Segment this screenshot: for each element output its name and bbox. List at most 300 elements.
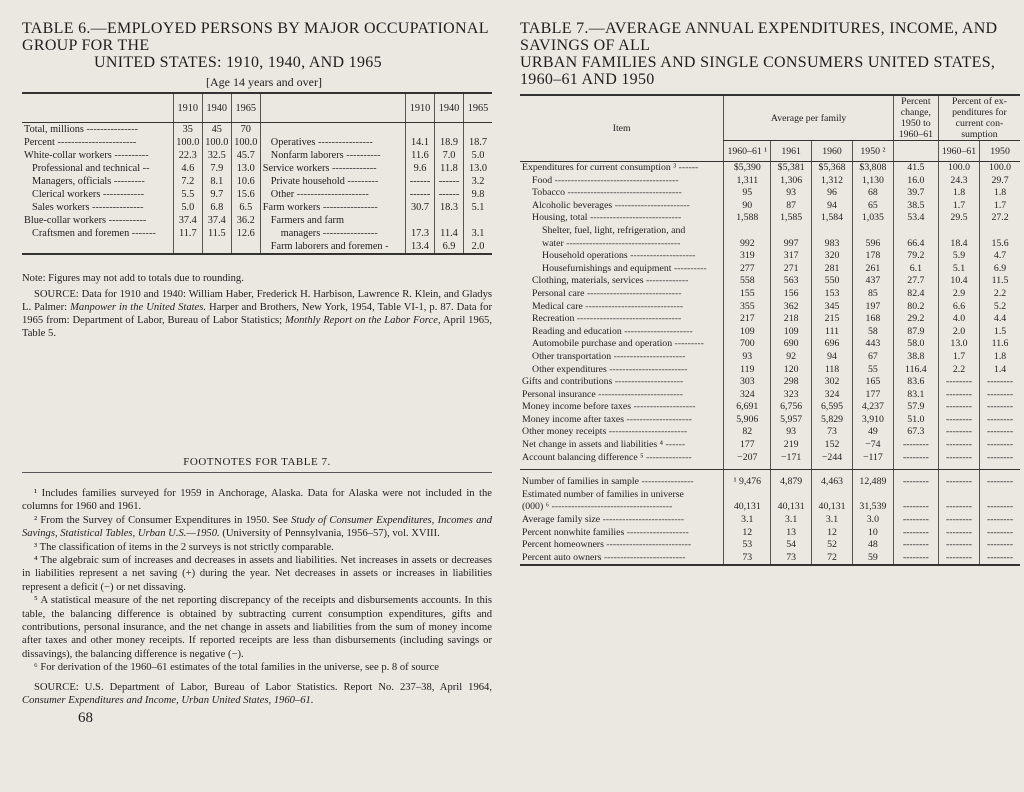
table7-cell: -------- [893,501,938,514]
table6-col-year: 1910 [173,93,202,123]
table6-row-label: Other --------------------- [260,188,405,201]
table7-cell: 345 [812,301,853,314]
table7-cell: 72 [812,552,853,566]
table6-row [22,136,492,149]
table6-col-year: 1940 [202,93,231,123]
leader-dots: ----------------------- [612,199,690,211]
table7-cell: 1,311 [724,175,771,188]
table6-cell: 13.0 [464,162,493,175]
table6-row-label: Percent ----------------------- [24,137,137,148]
table7-cell: 54 [771,539,812,552]
table7-row-label: Average family size ------------------------- [522,514,685,526]
table6-header-row [22,93,492,123]
table7-cell: 53.4 [893,212,938,225]
table7-cell: 4.0 [938,313,979,326]
table6-title [22,20,506,71]
table7-cell [771,225,812,238]
table7-row [520,313,1020,326]
leader-dots: --------- [672,338,704,350]
table6-subtitle: [Age 14 years and over] [206,75,322,89]
table6-cell: 7.0 [435,149,464,162]
leader-dots: -------------- [643,451,692,463]
table7-row-label: Percent homeowners -------------------------- [522,539,692,551]
table7-cell: 983 [812,238,853,251]
table6-cell: 18.3 [435,201,464,214]
table7-cell: 83.1 [893,389,938,402]
table7-row [520,401,1020,414]
table7-cell: 197 [852,301,893,314]
table7-cell: -------- [980,426,1020,439]
leader-dots: ----------- [106,215,147,226]
table7-row-label: Estimated number of families in universe [522,488,684,500]
table6-cell: 70 [231,123,260,137]
source-text-3: April 1965, Table 5. [22,315,492,339]
table7-row-label: water ----------------------------------- [542,237,681,249]
leader-dots: ------------- [643,275,689,287]
table7-cell: -------- [938,552,979,566]
table7-cell: 261 [852,263,893,276]
table7-cell: 992 [724,238,771,251]
table6-col-year: 1940 [435,93,464,123]
table7-row [520,514,1020,527]
table6-cell: 6.8 [202,201,231,214]
table7-row-label: Expenditures for current consumption ³ ------ [522,162,699,173]
table7-cell: 155 [724,288,771,301]
table7-cell: 215 [812,313,853,326]
table7-cell: 317 [771,250,812,263]
table7-cell: 3,910 [852,414,893,427]
table7-cell: -------- [980,376,1020,389]
table6-cell [464,123,493,137]
table7-cell: 320 [812,250,853,263]
table7-cell: 6.9 [980,263,1020,276]
table7-cell: -------- [893,527,938,540]
table7-cell: 218 [771,313,812,326]
table7-row [520,238,1020,251]
table7-cell: 48 [852,539,893,552]
table6-cell: 37.4 [173,214,202,227]
table7-cell: -------- [980,552,1020,566]
table7-cell: 59 [852,552,893,566]
table7-row [520,527,1020,540]
table7-cell: 324 [724,389,771,402]
table6-cell: ------ [435,188,464,201]
table7-cell [724,489,771,502]
table7-cell [812,225,853,238]
table7-cell: 6,595 [812,401,853,414]
table7-cell: 12 [812,527,853,540]
table6-row-label [22,240,173,254]
table7-col-header [893,141,938,162]
table7-cell: 73 [724,552,771,566]
table7 [520,94,1020,566]
leader-dots: ---------- [111,150,149,161]
table7-cell: -------- [938,514,979,527]
table6-cell: ------ [435,175,464,188]
table7-cell: 66.4 [893,238,938,251]
leader-dots: -------------------------------- [574,313,682,325]
table7-row-label: Gifts and contributions --------------------- [522,376,684,388]
table6-col-year: 1965 [231,93,260,123]
table7-cell: 1,130 [852,175,893,188]
leader-dots: ------- [129,228,156,239]
table7-cell: 219 [771,439,812,452]
leader-dots: ---------- [671,262,707,274]
table7-row-label: Number of families in sample ---------------- [522,476,694,488]
leader-dots: ----------------------- [54,137,137,148]
table6-cell: 30.7 [406,201,435,214]
table7-cell: 4,237 [852,401,893,414]
table7-row [520,338,1020,351]
leader-dots: ------ [676,162,699,173]
table7-cell: 12,489 [852,476,893,489]
table6-row-label: Clerical workers ------------ [32,189,145,200]
table7-cell [724,225,771,238]
leader-dots: --------------- [89,202,144,213]
table7-row-label: Money income after taxes -------------------- [522,413,692,425]
table7-cell: 1.8 [938,187,979,200]
table7-cell: 49 [852,426,893,439]
table7-cell: 83.6 [893,376,938,389]
table6-cell: 100.0 [231,136,260,149]
leader-dots: ------------------------- [601,551,686,563]
table7-row-label: Recreation -------------------------------- [532,313,682,325]
table7-cell: 1.8 [980,187,1020,200]
table7-row-label: Housefurnishings and equipment ---------- [542,262,707,274]
header-percent-of: Percent of ex-penditures for current con-sumption [938,95,1020,141]
table7-cell: 156 [771,288,812,301]
leader-dots: ------------------------ [606,426,688,438]
table7-cell: 67.3 [893,426,938,439]
table7-cell: -------- [938,439,979,452]
leader-dots: - [382,241,389,252]
table6-col-year: 1965 [464,93,493,123]
table7-cell: 1.8 [980,351,1020,364]
leader-dots: ------------ [100,189,145,200]
table6-cell: 17.3 [406,227,435,240]
table7-cell: 1.7 [938,200,979,213]
table6-cell: 6.9 [435,240,464,254]
table6-row-label: Craftsmen and foremen ------- [32,228,156,239]
footnotes-title: FOOTNOTES FOR TABLE 7. [22,456,492,473]
table7-cell: 41.5 [893,162,938,175]
table7-cell: 700 [724,338,771,351]
table7-cell: 38.5 [893,200,938,213]
leader-dots: -------------------- [627,250,696,262]
table7-cell: -------- [980,439,1020,452]
table7-cell: 1,584 [812,212,853,225]
table7-cell: 40,131 [812,501,853,514]
table6-cell: 9.8 [464,188,493,201]
table7-cell: 1,312 [812,175,853,188]
left-page [0,0,506,792]
table7-row [520,225,1020,238]
table7-cell: 6.1 [893,263,938,276]
table7-cell: 997 [771,238,812,251]
table7-row [520,250,1020,263]
table7-cell: -------- [980,476,1020,489]
table7-cell: -------- [938,501,979,514]
table7-cell: 2.2 [980,288,1020,301]
table7-row-label: Tobacco ----------------------------------- [532,187,682,199]
table7-cell: $5,368 [812,162,853,175]
table7-cell [893,225,938,238]
table6-cell: ------ [406,188,435,201]
table6-row [22,149,492,162]
table7-cell: -------- [893,476,938,489]
table7-row [520,476,1020,489]
leader-dots: -------------------- [624,413,692,425]
table7-cell [812,489,853,502]
table7-cell: -------- [938,527,979,540]
table6-cell: 5.0 [464,149,493,162]
table6-cell: 45 [202,123,231,137]
table6-cell [202,240,231,254]
source-italic-2: Monthly Report on the Labor Force, [285,315,441,326]
table7-cell: 10 [852,527,893,540]
table7-row-label: Shelter, fuel, light, refrigeration, and [542,224,686,236]
table7-cell: 298 [771,376,812,389]
leader-dots: -------------------------- [595,388,684,400]
table7-cell: 55 [852,364,893,377]
table6-cell: 7.2 [173,175,202,188]
table6-col-label-right [260,93,405,123]
table7-cell: 153 [812,288,853,301]
table7-cell: 596 [852,238,893,251]
table7-row [520,539,1020,552]
table6-cell: 14.1 [406,136,435,149]
leader-dots: ---------------- [639,476,694,488]
table7-cell: 5,957 [771,414,812,427]
table7-cell: 563 [771,275,812,288]
table6-row-label: Nonfarm laborers ---------- [260,149,405,162]
footnote-1: ¹ Includes families surveyed for 1959 in Anchorage, Alaska. Data for Alaska were not included in the columns for 1960 and 1961. [22,488,492,513]
table7-cell: 2.9 [938,288,979,301]
table7-cell: 29.5 [938,212,979,225]
table6-cell: 12.6 [231,227,260,240]
leader-dots: -------------------------- [603,539,692,551]
table7-row-label: Money income before taxes ------------------- [522,401,696,413]
table7-cell: 38.8 [893,351,938,364]
table6-cell: 37.4 [202,214,231,227]
table7-cell: 4,463 [812,476,853,489]
table7-cell: 302 [812,376,853,389]
table7-cell: -------- [893,439,938,452]
table7-cell: 109 [724,326,771,339]
table7-cell: 1.7 [938,351,979,364]
footnote-4: ⁴ The algebraic sum of increases and decreases in assets and liabilities. Net increases in assets or decreases in liabilities represent a net saving (+) during the year. Net decreases in assets or increases in liabilities represent a deficit (−) or net dissaving. [22,555,492,593]
table6-cell: 45.7 [231,149,260,162]
table6-cell: 13.0 [231,162,260,175]
table6-cell: 11.6 [406,149,435,162]
table7-cell: 87.9 [893,326,938,339]
table7-cell: $5,390 [724,162,771,175]
table6-cell: 35 [173,123,202,137]
table7-cell: 3.0 [852,514,893,527]
source-text-2: Harper and Brothers, New York, 1954, Table VI-1, p. 87. Data for 1965 from: Department of Labor, Bureau of Labor Statistics; [22,302,492,326]
table6-row-label: Farmers and farm [260,214,405,227]
table7-cell: 6,756 [771,401,812,414]
table6-cell: 18.9 [435,136,464,149]
table7-row-label: Personal care ----------------------------- [532,287,682,299]
table7-cell: -------- [938,389,979,402]
table6-cell: 18.7 [464,136,493,149]
table7-cell: 120 [771,364,812,377]
table7-cell: 100.0 [980,162,1020,175]
table7-cell: 443 [852,338,893,351]
leader-dots: ---------- [343,150,381,161]
table7-cell: 277 [724,263,771,276]
table7-row-label: Other expenditures ------------------------ [532,363,688,375]
table6-col-label-left [22,93,173,123]
table7-row-label: Food -------------------------------------- [532,174,679,186]
header-average: Average per family [724,95,893,141]
table7-cell: 4,879 [771,476,812,489]
table6-row-label: Operatives ---------------- [260,136,405,149]
table7-row-label: (000) ⁶ ------------------------------------- [522,501,673,513]
table7-cell [893,489,938,502]
table6-cell [435,123,464,137]
page-number: 68 [78,710,93,726]
leader-dots: --------------------- [612,376,684,388]
table7-cell: 319 [724,250,771,263]
leader-dots: ------------------------------ [582,300,684,312]
table6-row-label: Sales workers --------------- [32,202,144,213]
table7-cell: 271 [771,263,812,276]
table7-cell: -------- [938,414,979,427]
table6-cell: 6.5 [231,201,260,214]
table7-cell: 16.0 [893,175,938,188]
table7-cell: 109 [771,326,812,339]
table6-title-line2: UNITED STATES: 1910, 1940, AND 1965 [94,54,382,71]
table7-cell: 39.7 [893,187,938,200]
table6-cell: 7.9 [202,162,231,175]
table7-cell: 5.2 [980,301,1020,314]
table6-row-label: Blue-collar workers ----------- [24,215,147,226]
table7-cell: 67 [852,351,893,364]
table7-cell: 178 [852,250,893,263]
leader-dots: --------- [344,176,379,187]
table7-cell: 94 [812,351,853,364]
table7-cell: 85 [852,288,893,301]
table7-cell: 281 [812,263,853,276]
table7-cell: 437 [852,275,893,288]
table7-cell: 1,306 [771,175,812,188]
table6-cell: 2.0 [464,240,493,254]
table7-col-header: 1960–61 [938,141,979,162]
table7-cell: -------- [893,539,938,552]
table7-row [520,175,1020,188]
leader-dots: ------------- [329,163,377,174]
table6-cell: 5.1 [464,201,493,214]
table7-cell: 5,906 [724,414,771,427]
table7-cell: 1,585 [771,212,812,225]
table7-cell: 324 [812,389,853,402]
table7-row [520,200,1020,213]
table7-cell: -------- [893,552,938,566]
table7-cell: 119 [724,364,771,377]
table7-row [520,301,1020,314]
table7-col-header: 1960–61 ¹ [724,141,771,162]
table7-row [520,439,1020,452]
table7-col-header: 1950 [980,141,1020,162]
table6-row-label: Total, millions --------------- [24,124,138,135]
table6-cell: 8.1 [202,175,231,188]
table6-cell: 100.0 [173,136,202,149]
table6-cell [406,214,435,227]
table7-row-label: Percent auto owners ------------------------- [520,552,724,566]
table7-cell: 29.7 [980,175,1020,188]
table7-cell: -------- [893,514,938,527]
table7-cell [771,489,812,502]
table7-cell: 177 [724,439,771,452]
table7-cell: 27.2 [980,212,1020,225]
table6-source [22,288,492,340]
table7-row [520,501,1020,514]
table7-cell: 13.0 [938,338,979,351]
table7-col-header: 1961 [771,141,812,162]
table6-row-label: managers ---------------- [260,227,405,240]
table7-cell: 168 [852,313,893,326]
table7-cell: 690 [771,338,812,351]
table6-row-label: Managers, officials --------- [32,176,145,187]
footnote-source [22,681,492,708]
leader-dots: ------------------------- [600,514,685,526]
table7-cell: 96 [812,187,853,200]
table7-cell: −74 [852,439,893,452]
source-italic-1: Manpower in the United States. [70,302,207,313]
table7-cell: 3.1 [771,514,812,527]
footnote-5: ⁵ A statistical measure of the net reporting discrepancy of the receipts and disbursements accounts. In this table, the balancing difference is obtained by subtracting current consumption expenditures, gifts and contributions, personal insurance, and the net change in assets and liabilities from the sum of money income after taxes and other money receipts. If reported receipts are less than disbursements (including savings or dissavings), the balancing difference is negative (−). [22,595,492,660]
footnote-2-text-a: ² From the Survey of Consumer Expenditures in 1950. See [34,514,292,526]
table6-cell [406,123,435,137]
leader-dots: ------ [663,439,686,451]
leader-dots: ------------------------------------- [549,501,673,513]
table6-cell: ------ [406,175,435,188]
header-percent-change: Percent change, 1950 to 1960–61 [893,95,938,141]
table6-row-label: Farm workers ---------------- [260,201,405,214]
footnote-6: ⁶ For derivation of the 1960–61 estimates of the total families in the universe, see p. 8 of source [34,662,439,674]
table7-header-row-1 [520,95,1020,141]
table7-col-header: 1950 ² [852,141,893,162]
table7-row [520,452,1020,465]
table7-cell: -------- [980,527,1020,540]
table7-row-label: Alcoholic beverages ----------------------- [532,199,690,211]
leader-dots: ---------------- [320,202,378,213]
table7-cell: 12 [724,527,771,540]
table7-cell: 11.6 [980,338,1020,351]
table7-cell: 10.4 [938,275,979,288]
table7-cell: 558 [724,275,771,288]
table7-cell: -------- [980,414,1020,427]
table7-cell: 58.0 [893,338,938,351]
table7-cell: 11.5 [980,275,1020,288]
table7-row-label: Reading and education --------------------- [532,325,693,337]
leader-dots: ---------------- [320,228,378,239]
table7-cell: −117 [852,452,893,465]
table6-cell: 36.2 [231,214,260,227]
table7-cell: 93 [771,426,812,439]
table7-cell: 13 [771,527,812,540]
source-prefix: SOURCE: [34,289,82,300]
table6-cell: 4.6 [173,162,202,175]
table7-cell: 118 [812,364,853,377]
table7-row-label: Percent nonwhite families ------------------- [522,526,689,538]
table7-cell: 90 [724,200,771,213]
footnote-2 [22,514,492,541]
table7-cell: −207 [724,452,771,465]
table7-row-label: Clothing, materials, services ------------- [532,275,689,287]
